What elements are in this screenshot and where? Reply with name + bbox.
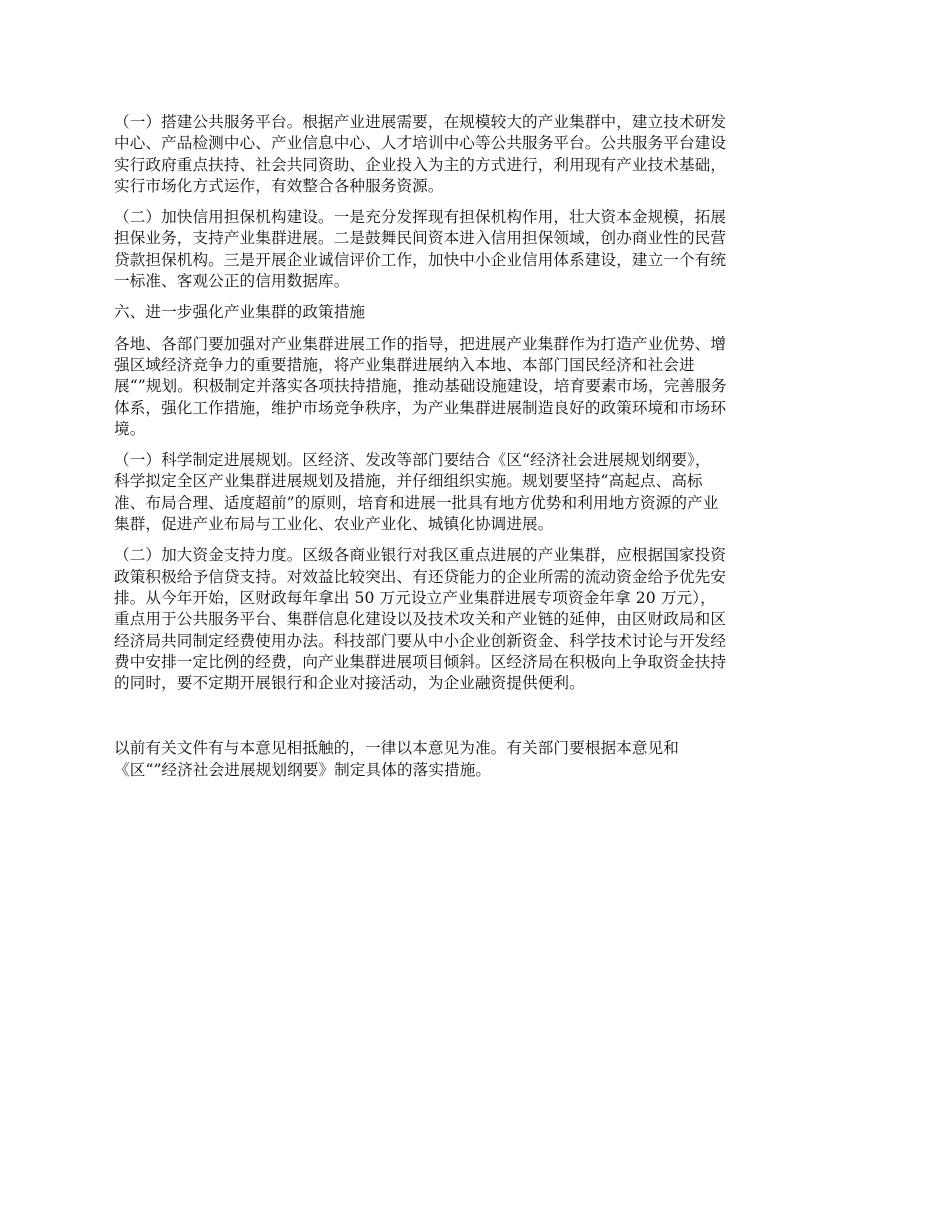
text-line: 经济局共同制定经费使用办法。科技部门要从中小企业创新资金、科学技术讨论与开发经 bbox=[114, 631, 727, 650]
paragraph-credit-guarantee bbox=[114, 207, 840, 292]
text-line: 集群，促进产业布局与工业化、农业产业化、城镇化协调进展。 bbox=[114, 515, 554, 534]
text-line: 科学拟定全区产业集群进展规划及措施，并仔细组织实施。规划要坚持“高起点、高标 bbox=[114, 472, 703, 491]
text-line: 政策积极给予信贷支持。对效益比较突出、有还贷能力的企业所需的流动资金给予优先安 bbox=[114, 567, 727, 586]
text-line: 贷款担保机构。三是开展企业诚信评价工作，加快中小企业信用体系建设，建立一个有统 bbox=[114, 250, 727, 269]
text-line: 实行市场化方式运作，有效整合各种服务资源。 bbox=[114, 176, 444, 195]
text-line: 重点用于公共服务平台、集群信息化建设以及技术攻关和产业链的延伸，由区财政局和区 bbox=[114, 610, 727, 629]
text-line: 展“”规划。积极制定并落实各项扶持措施，推动基础设施建设，培育要素市场，完善服务 bbox=[114, 377, 727, 396]
text-line: （一）搭建公共服务平台。根据产业进展需要，在规模较大的产业集群中，建立技术研发 bbox=[114, 113, 727, 131]
text-line: 费中安排一定比例的经费，向产业集群进展项目倾斜。区经济局在积极向上争取资金扶持 bbox=[114, 652, 727, 671]
text-line: 实行政府重点扶持、社会共同资助、企业投入为主的方式进行，利用现有产业技术基础， bbox=[114, 155, 727, 174]
text-line: （二）加快信用担保机构建设。一是充分发挥现有担保机构作用，壮大资本金规模，拓展 bbox=[114, 208, 727, 227]
text-line: 体系，强化工作措施，维护市场竞争秩序，为产业集群进展制造良好的政策环境和市场环 bbox=[114, 398, 727, 417]
text-line: 境。 bbox=[114, 419, 146, 438]
text-line: 《区“”经济社会进展规划纲要》制定具体的落实措施。 bbox=[114, 760, 492, 779]
paragraph-development-planning bbox=[114, 450, 840, 535]
text-line: （二）加大资金支持力度。区级各商业银行对我区重点进展的产业集群，应根据国家投资 bbox=[114, 546, 727, 565]
text-line: （一）科学制定进展规划。区经济、发改等部门要结合《区“经济社会进展规划纲要》， bbox=[114, 451, 711, 470]
text-line: 准、布局合理、适度超前”的原则，培育和进展一批具有地方优势和利用地方资源的产业 bbox=[114, 493, 719, 512]
blank-gap bbox=[114, 704, 840, 738]
text-line: 一标准、客观公正的信用数据库。 bbox=[114, 272, 350, 291]
paragraph-funding-support bbox=[114, 545, 840, 694]
section-heading-policy-measures bbox=[114, 302, 840, 323]
paragraph-closing-note bbox=[114, 738, 840, 781]
document-body bbox=[114, 112, 840, 791]
text-line: 担保业务，支持产业集群进展。二是鼓舞民间资本进入信用担保领域，创办商业性的民营 bbox=[114, 229, 727, 248]
text-line: 的同时，要不定期开展银行和企业对接活动，为企业融资提供便利。 bbox=[114, 674, 585, 693]
text-line: 排。从今年开始，区财政每年拿出 50 万元设立产业集群进展专项资金年拿 20 万元）， bbox=[114, 588, 716, 607]
text-line: 中心、产品检测中心、产业信息中心、人才培训中心等公共服务平台。公共服务平台建设 bbox=[114, 134, 727, 153]
text-line: 各地、各部门要加强对产业集群进展工作的指导，把进展产业集群作为打造产业优势、增 bbox=[114, 334, 727, 353]
section-heading: 六、进一步强化产业集群的政策措施 bbox=[114, 303, 366, 322]
text-line: 以前有关文件有与本意见相抵触的，一律以本意见为准。有关部门要根据本意见和 bbox=[114, 739, 679, 758]
paragraph-public-service-platform bbox=[114, 112, 840, 197]
text-line: 强区域经济竞争力的重要措施，将产业集群进展纳入本地、本部门国民经济和社会进 bbox=[114, 355, 695, 374]
paragraph-guidance bbox=[114, 334, 840, 440]
